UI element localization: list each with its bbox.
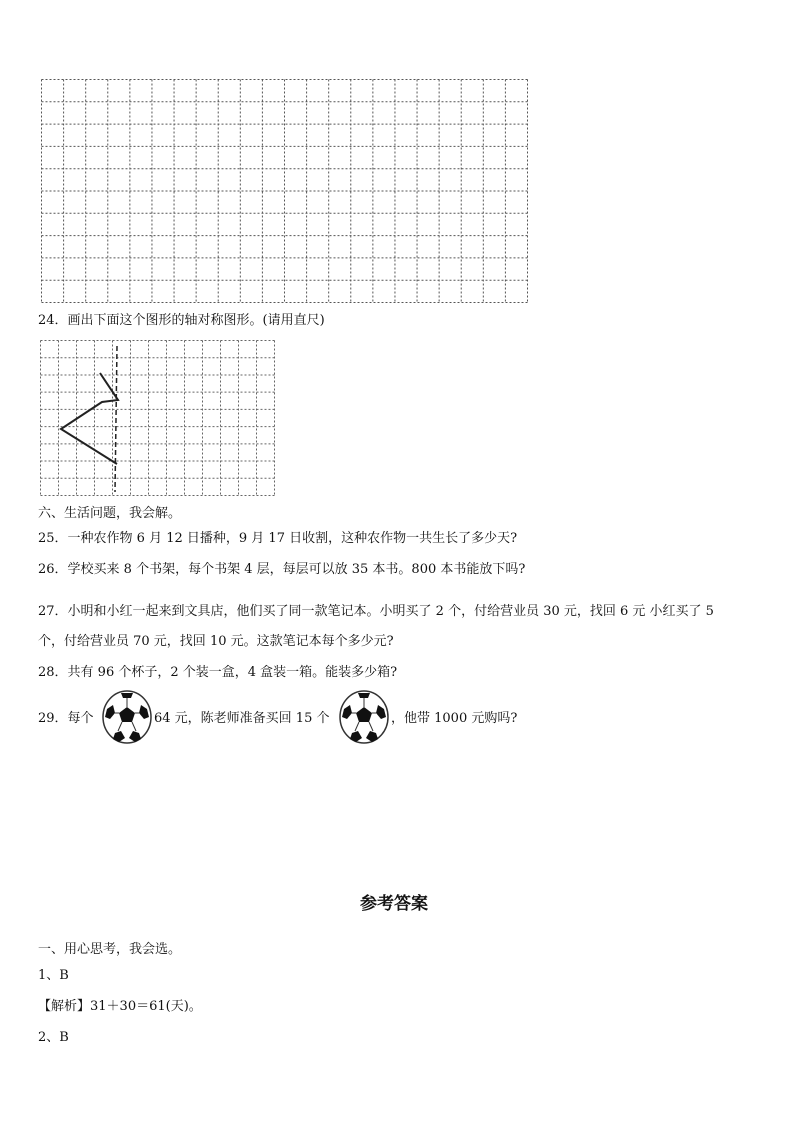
dashed-grid-large xyxy=(41,79,528,303)
symmetry-axis xyxy=(115,346,117,492)
question-27-line-1: 27．小明和小红一起来到文具店，他们买了同一款笔记本。小明买了 2 个，付给营业员 30 元，找回 6 元 小红买了 5 xyxy=(38,604,714,619)
soccer-ball-icon xyxy=(101,689,153,745)
answers-section-1: 一、用心思考，我会选。 xyxy=(38,942,182,957)
question-28: 28．共有 96 个杯子，2 个装一盒，4 盒装一箱。能装多少箱? xyxy=(38,665,398,680)
soccer-ball-icon xyxy=(338,689,390,745)
answer-2: 2、B xyxy=(38,1030,69,1045)
question-27-line-2: 个，付给营业员 70 元，找回 10 元。这款笔记本每个多少元? xyxy=(38,634,394,649)
question-25: 25．一种农作物 6 月 12 日播种，9 月 17 日收割，这种农作物一共生长了多少天? xyxy=(38,531,518,546)
answer-1: 1、B xyxy=(38,968,69,983)
question-26: 26．学校买来 8 个书架，每个书架 4 层，每层可以放 35 本书。800 本书能放下吗? xyxy=(38,562,526,577)
section-6-heading: 六、生活问题，我会解。 xyxy=(38,506,182,521)
question-29-part-2: 64 元，陈老师准备买回 15 个 xyxy=(154,711,330,726)
question-24: 24．画出下面这个图形的轴对称图形。(请用直尺) xyxy=(38,313,325,328)
half-figure xyxy=(61,373,118,464)
answer-1-explanation: 【解析】31＋30＝61(天)。 xyxy=(38,999,202,1014)
question-29-part-3: ，他带 1000 元购吗? xyxy=(391,711,518,726)
answers-title: 参考答案 xyxy=(360,894,428,914)
dashed-grid-symmetry xyxy=(40,340,275,496)
question-29-part-1: 29．每个 xyxy=(38,711,94,726)
